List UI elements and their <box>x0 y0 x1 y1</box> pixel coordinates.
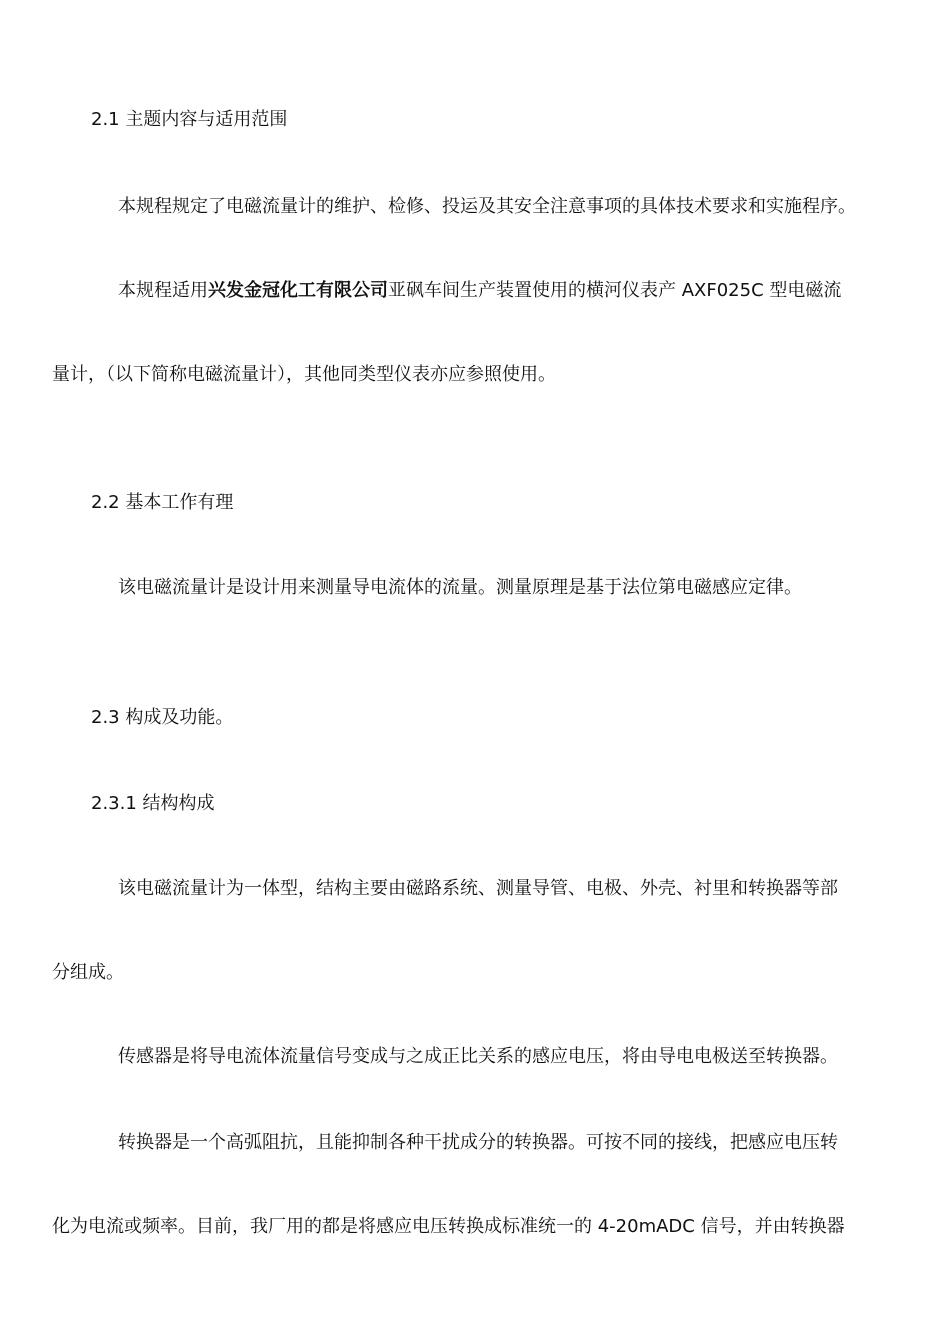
section-2-3-1-heading: 2.3.1 结构构成 <box>91 793 215 814</box>
paragraph-2-text-before: 本规程适用 <box>118 280 208 301</box>
section-2-1-paragraph-2-line-2: 量计，（以下简称电磁流量计），其他同类型仪表亦应参照使用。 <box>52 364 556 385</box>
section-2-3-1-paragraph-1-line-1: 该电磁流量计为一体型，结构主要由磁路系统、测量导管、电极、外壳、衬里和转换器等部 <box>118 878 838 899</box>
section-2-3-1-paragraph-1-line-2: 分组成。 <box>52 962 124 983</box>
section-2-1-paragraph-1: 本规程规定了电磁流量计的维护、检修、投运及其安全注意事项的具体技术要求和实施程序。 <box>118 196 856 217</box>
section-2-1-heading: 2.1 主题内容与适用范围 <box>91 109 288 130</box>
section-2-3-1-paragraph-3-line-1: 转换器是一个高弧阻抗，且能抑制各种干扰成分的转换器。可按不同的接线，把感应电压转 <box>118 1132 838 1153</box>
section-2-1-paragraph-2-line-1 <box>118 279 841 303</box>
paragraph-2-text-after: 亚砜车间生产装置使用的横河仪表产 AXF025C 型电磁流 <box>388 280 842 301</box>
section-2-3-heading: 2.3 构成及功能。 <box>91 707 234 728</box>
section-2-3-1-paragraph-3-line-2: 化为电流或频率。目前，我厂用的都是将感应电压转换成标准统一的 4-20mADC 信号，并由转换器 <box>52 1216 845 1237</box>
company-name: 兴发金冠化工有限公司 <box>208 280 388 301</box>
section-2-2-heading: 2.2 基本工作有理 <box>91 492 234 513</box>
section-2-3-1-paragraph-2: 传感器是将导电流体流量信号变成与之成正比关系的感应电压，将由导电电极送至转换器。 <box>118 1046 838 1067</box>
section-2-2-paragraph-1: 该电磁流量计是设计用来测量导电流体的流量。测量原理是基于法位第电磁感应定律。 <box>118 577 802 598</box>
